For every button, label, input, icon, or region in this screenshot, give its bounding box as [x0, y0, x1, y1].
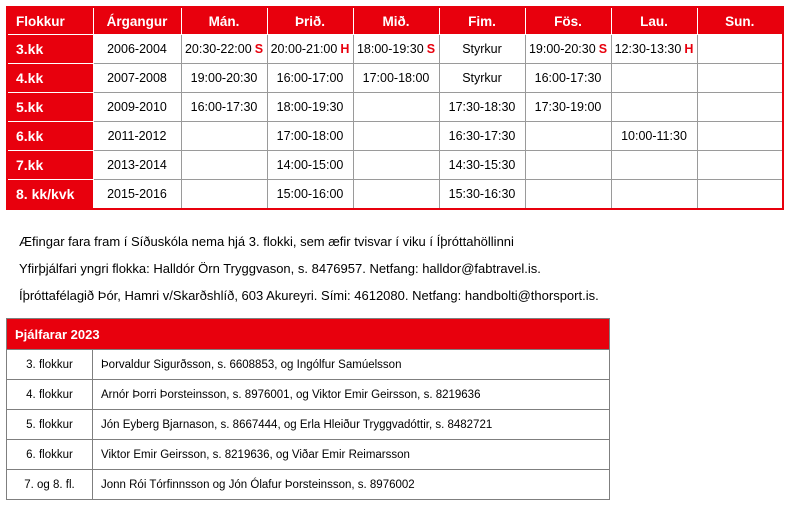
time-cell-monday	[181, 122, 267, 151]
header-tuesday: Þrið.	[267, 7, 353, 35]
time-text: 16:30-17:30	[448, 129, 516, 143]
time-text: 14:30-15:30	[448, 158, 516, 172]
coach-group-cell: 5. flokkur	[7, 410, 93, 440]
training-schedule-table	[6, 6, 784, 210]
time-cell-wednesday	[353, 180, 439, 210]
time-text: 17:00-18:00	[362, 71, 430, 85]
coach-row	[7, 470, 610, 500]
time-cell-saturday	[611, 151, 697, 180]
time-cell-thursday	[439, 35, 525, 64]
schedule-row	[7, 151, 783, 180]
birth-year-cell: 2006-2004	[93, 35, 181, 64]
time-text: 16:00-17:00	[276, 71, 344, 85]
schedule-row	[7, 93, 783, 122]
header-thursday: Fim.	[439, 7, 525, 35]
time-text: 16:00-17:30	[534, 71, 602, 85]
time-cell-monday	[181, 64, 267, 93]
coach-row	[7, 380, 610, 410]
time-cell-friday	[525, 151, 611, 180]
group-label: 7.kk	[7, 151, 93, 180]
group-label: 6.kk	[7, 122, 93, 151]
coach-group-cell: 7. og 8. fl.	[7, 470, 93, 500]
coach-row	[7, 410, 610, 440]
birth-year-cell: 2007-2008	[93, 64, 181, 93]
time-text: 16:00-17:30	[190, 100, 258, 114]
coach-row	[7, 440, 610, 470]
birth-year-cell: 2011-2012	[93, 122, 181, 151]
group-label: 4.kk	[7, 64, 93, 93]
time-cell-thursday	[439, 151, 525, 180]
time-text: 14:00-15:00	[276, 158, 344, 172]
schedule-row	[7, 122, 783, 151]
time-cell-saturday	[611, 64, 697, 93]
time-text: 18:00-19:30	[356, 42, 424, 56]
time-cell-thursday	[439, 64, 525, 93]
time-cell-tuesday	[267, 122, 353, 151]
venue-marker: S	[254, 42, 264, 56]
time-cell-saturday	[611, 35, 697, 64]
info-location-text: Æfingar fara fram í Síðuskóla nema hjá 3. flokki, sem æfir tvisvar í viku í Íþróttahöllinni	[19, 234, 514, 249]
time-text: 18:00-19:30	[276, 100, 344, 114]
time-cell-wednesday	[353, 64, 439, 93]
schedule-row	[7, 35, 783, 64]
time-cell-wednesday	[353, 122, 439, 151]
time-cell-tuesday	[267, 180, 353, 210]
time-cell-saturday	[611, 93, 697, 122]
coaches-title: Þjálfarar 2023	[7, 319, 610, 350]
coaches-body	[7, 350, 610, 500]
group-label: 5.kk	[7, 93, 93, 122]
schedule-row	[7, 180, 783, 210]
time-cell-wednesday	[353, 93, 439, 122]
time-cell-sunday	[697, 122, 783, 151]
time-cell-wednesday	[353, 35, 439, 64]
time-cell-monday	[181, 93, 267, 122]
time-cell-tuesday	[267, 64, 353, 93]
header-group: Flokkur	[7, 7, 93, 35]
coach-names-cell: Viktor Emir Geirsson, s. 8219636, og Viðar Emir Reimarsson	[93, 440, 610, 470]
time-text: 20:30-22:00	[184, 42, 252, 56]
group-label: 8. kk/kvk	[7, 180, 93, 210]
time-cell-wednesday	[353, 151, 439, 180]
coach-names-cell: Jonn Rói Tórfinnsson og Jón Ólafur Þorsteinsson, s. 8976002	[93, 470, 610, 500]
time-text: 17:30-19:00	[534, 100, 602, 114]
coaches-header-row	[7, 319, 610, 350]
schedule-body	[7, 35, 783, 210]
time-cell-tuesday	[267, 151, 353, 180]
coach-row	[7, 350, 610, 380]
coach-group-cell: 3. flokkur	[7, 350, 93, 380]
time-cell-thursday	[439, 93, 525, 122]
header-monday: Mán.	[181, 7, 267, 35]
info-club-contact-text: Íþróttafélagið Þór, Hamri v/Skarðshlíð, 603 Akureyri. Sími: 4612080. Netfang: handbolti@thorsport.is.	[19, 288, 599, 303]
venue-marker: S	[426, 42, 436, 56]
time-cell-monday	[181, 35, 267, 64]
time-text: Styrkur	[462, 42, 502, 56]
time-text: 15:00-16:00	[276, 187, 344, 201]
coach-group-cell: 4. flokkur	[7, 380, 93, 410]
header-friday: Fös.	[525, 7, 611, 35]
birth-year-cell: 2013-2014	[93, 151, 181, 180]
time-text: 10:00-11:30	[621, 129, 687, 143]
venue-marker: H	[340, 42, 350, 56]
time-cell-thursday	[439, 122, 525, 151]
time-cell-sunday	[697, 35, 783, 64]
time-cell-sunday	[697, 151, 783, 180]
header-wednesday: Mið.	[353, 7, 439, 35]
time-cell-friday	[525, 64, 611, 93]
time-text: Styrkur	[462, 71, 502, 85]
time-text: 19:00-20:30	[190, 71, 258, 85]
venue-marker: S	[598, 42, 608, 56]
time-cell-monday	[181, 151, 267, 180]
time-text: 17:30-18:30	[448, 100, 516, 114]
time-cell-thursday	[439, 180, 525, 210]
time-cell-tuesday	[267, 35, 353, 64]
time-cell-friday	[525, 93, 611, 122]
coaches-table	[6, 318, 610, 500]
time-cell-friday	[525, 180, 611, 210]
time-cell-sunday	[697, 93, 783, 122]
group-label: 3.kk	[7, 35, 93, 64]
schedule-header-row	[7, 7, 783, 35]
time-text: 17:00-18:00	[276, 129, 344, 143]
venue-marker: H	[684, 42, 694, 56]
time-text: 19:00-20:30	[528, 42, 596, 56]
time-cell-saturday	[611, 122, 697, 151]
time-cell-tuesday	[267, 93, 353, 122]
coach-names-cell: Arnór Þorri Þorsteinsson, s. 8976001, og Viktor Emir Geirsson, s. 8219636	[93, 380, 610, 410]
time-cell-sunday	[697, 180, 783, 210]
time-cell-friday	[525, 35, 611, 64]
time-cell-sunday	[697, 64, 783, 93]
time-text: 15:30-16:30	[448, 187, 516, 201]
header-year: Árgangur	[93, 7, 181, 35]
birth-year-cell: 2015-2016	[93, 180, 181, 210]
coach-group-cell: 6. flokkur	[7, 440, 93, 470]
info-head-coach-text: Yfirþjálfari yngri flokka: Halldór Örn Tryggvason, s. 8476957. Netfang: halldor@fabtravel.is.	[19, 261, 541, 276]
time-cell-monday	[181, 180, 267, 210]
header-sunday: Sun.	[697, 7, 783, 35]
time-text: 20:00-21:00	[270, 42, 338, 56]
time-text: 12:30-13:30	[614, 42, 682, 56]
time-cell-friday	[525, 122, 611, 151]
time-cell-saturday	[611, 180, 697, 210]
header-saturday: Lau.	[611, 7, 697, 35]
birth-year-cell: 2009-2010	[93, 93, 181, 122]
schedule-row	[7, 64, 783, 93]
coach-names-cell: Jón Eyberg Bjarnason, s. 8667444, og Erla Hleiður Tryggvadóttir, s. 8482721	[93, 410, 610, 440]
coach-names-cell: Þorvaldur Sigurðsson, s. 6608853, og Ingólfur Samúelsson	[93, 350, 610, 380]
